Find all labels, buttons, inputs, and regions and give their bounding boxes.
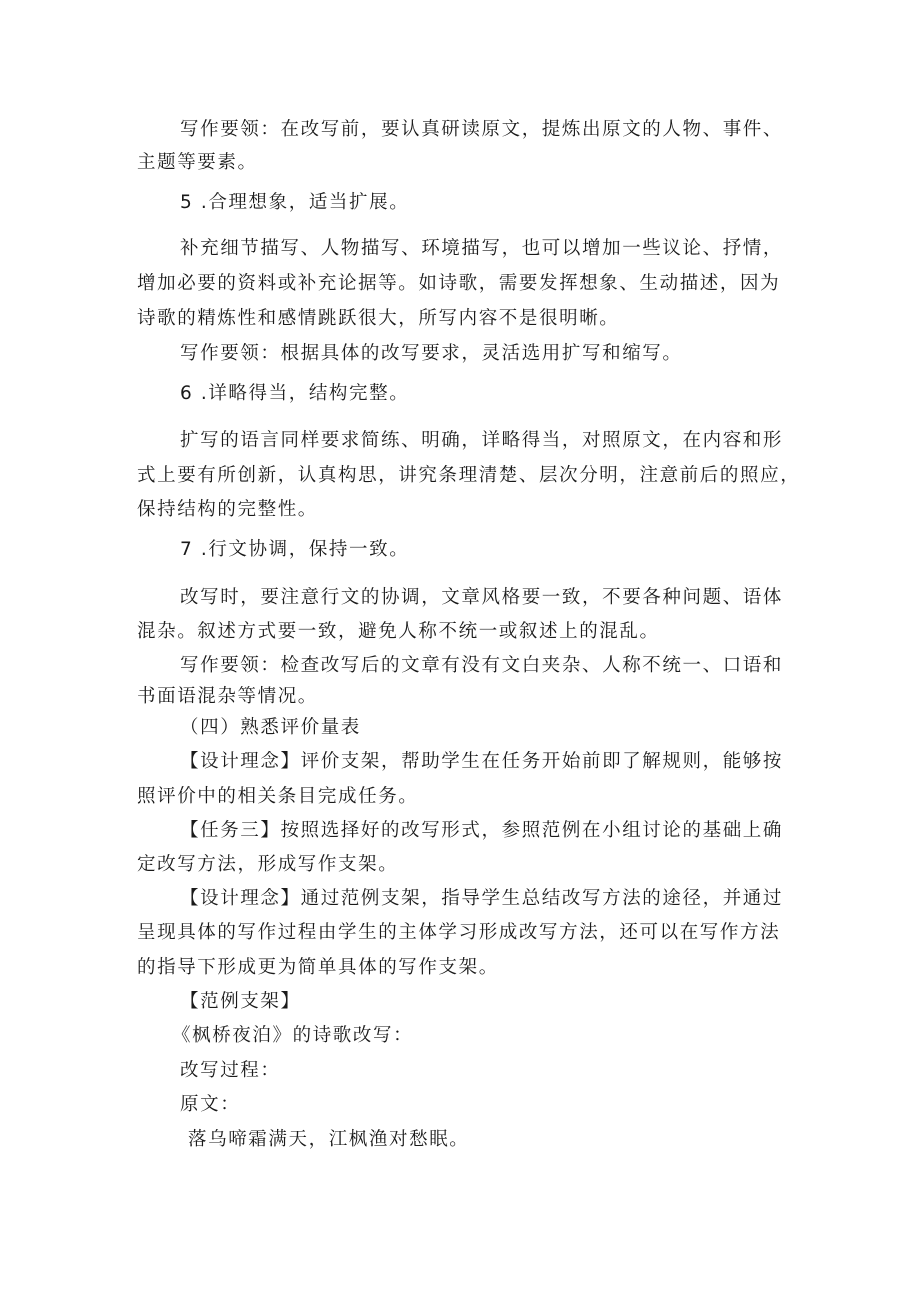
paragraph-line: 主题等要素。: [137, 152, 258, 173]
section-heading: 6 .详略得当，结构完整。: [180, 383, 410, 404]
paragraph-line: 【设计理念】通过范例支架，指导学生总结改写方法的途径，并通过: [180, 888, 784, 909]
paragraph-line: 扩写的语言同样要求简练、明确，详略得当，对照原文，在内容和形: [180, 430, 784, 451]
poem-line: 落乌啼霜满天，江枫渔对愁眠。: [188, 1129, 470, 1150]
paragraph-line: 补充细节描写、人物描写、环境描写，也可以增加一些议论、抒情，: [180, 238, 784, 259]
paragraph-line: 写作要领：在改写前，要认真研读原文，提炼出原文的人物、事件、: [180, 119, 784, 140]
paragraph-line: 写作要领：根据具体的改写要求，灵活选用扩写和缩写。: [180, 343, 683, 364]
section-heading: 5 .合理想象，适当扩展。: [180, 192, 410, 213]
paragraph-line: 【任务三】按照选择好的改写形式，参照范例在小组讨论的基础上确: [180, 820, 784, 841]
section-heading: 7 .行文协调，保持一致。: [180, 539, 410, 560]
paragraph-line: 式上要有所创新，认真构思，讲究条理清楚、层次分明，注意前后的照应，: [137, 465, 801, 486]
paragraph-line: 照评价中的相关条目完成任务。: [137, 786, 419, 807]
paragraph-line: 【设计理念】评价支架，帮助学生在任务开始前即了解规则，能够按: [180, 751, 784, 772]
section-heading: （四）熟悉评价量表: [180, 717, 361, 738]
section-heading: 【范例支架】: [180, 991, 301, 1012]
paragraph-line: 定改写方法，形成写作支架。: [137, 854, 399, 875]
paragraph-line: 混杂。叙述方式要一致，避免人称不统一或叙述上的混乱。: [137, 621, 660, 642]
paragraph-line: 保持结构的完整性。: [137, 499, 318, 520]
paragraph-line: 增加必要的资料或补充论据等。如诗歌，需要发挥想象、生动描述，因为: [137, 273, 781, 294]
paragraph-line: 《枫桥夜泊》的诗歌改写：: [172, 1025, 414, 1046]
paragraph-line: 改写过程：: [180, 1060, 281, 1081]
paragraph-line: 书面语混杂等情况。: [137, 686, 318, 707]
paragraph-line: 写作要领：检查改写后的文章有没有文白夹杂、人称不统一、口语和: [180, 655, 784, 676]
paragraph-line: 的指导下形成更为简单具体的写作支架。: [137, 957, 499, 978]
paragraph-line: 原文：: [180, 1094, 241, 1115]
paragraph-line: 改写时，要注意行文的协调，文章风格要一致，不要各种问题、语体: [180, 587, 784, 608]
paragraph-line: 呈现具体的写作过程由学生的主体学习形成改写方法，还可以在写作方法: [137, 922, 781, 943]
paragraph-line: 诗歌的精炼性和感情跳跃很大，所写内容不是很明晰。: [137, 308, 620, 329]
